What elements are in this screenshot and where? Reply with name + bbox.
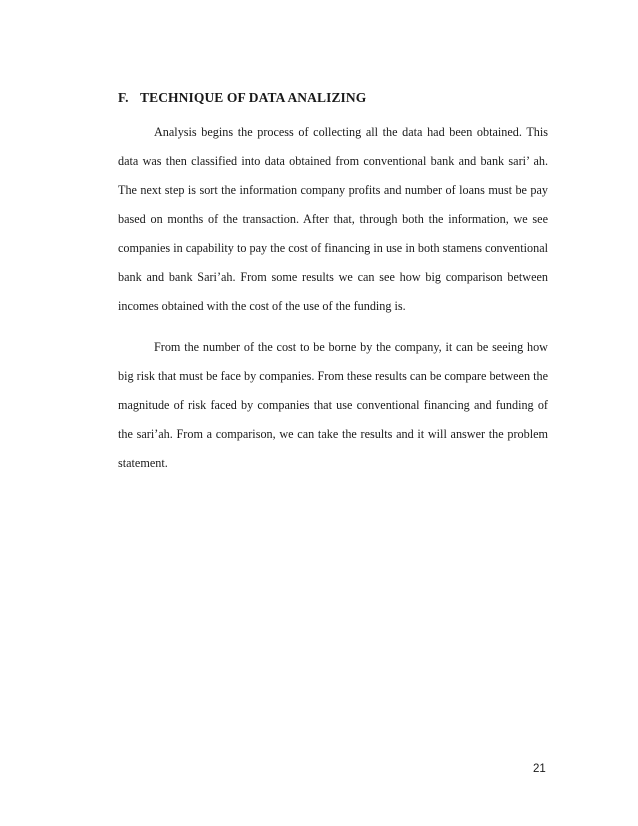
section-number: F. <box>118 90 129 105</box>
section-heading <box>118 90 366 106</box>
paragraph-risk: From the number of the cost to be borne by the company, it can be seeing how big risk that must be face by companies. From these results can be compare between the magnitude of risk faced by companies that use conventional financing and funding of the sari’ah. From a comparison, we can take the results and it will answer the problem statement. <box>118 340 548 470</box>
section-title: TECHNIQUE OF DATA ANALIZING <box>140 90 367 105</box>
paragraph-analysis: Analysis begins the process of collecting all the data had been obtained. This data was then classified into data obtained from conventional bank and bank sari’ ah. The next step is sort the information company profits and number of loans must be pay based on months of the transaction. After that, through both the information, we see companies in capability to pay the cost of financing in use in both stamens conventional bank and bank Sari’ah. From some results we can see how big comparison between incomes obtained with the cost of the use of the funding is. <box>118 125 548 313</box>
page-number: 21 <box>533 763 546 775</box>
